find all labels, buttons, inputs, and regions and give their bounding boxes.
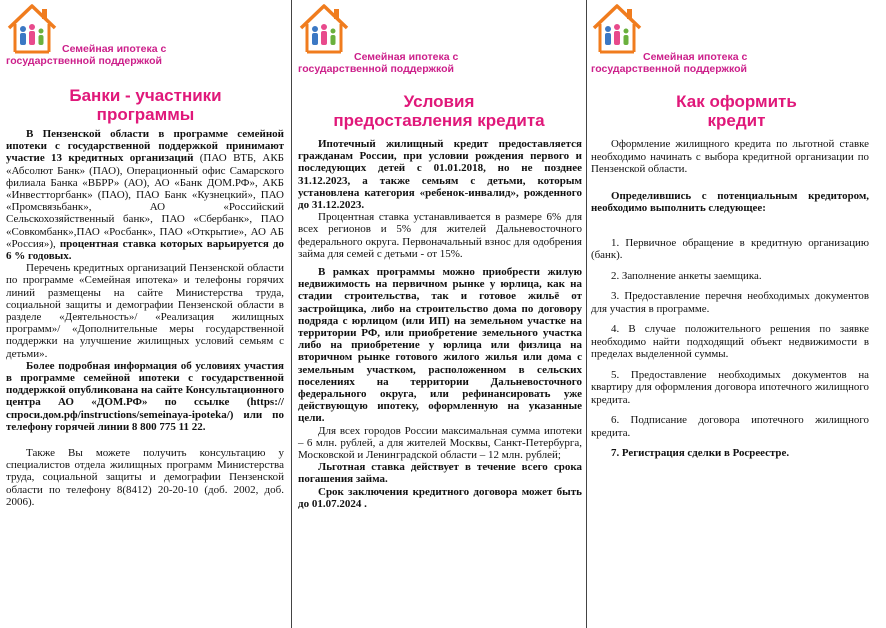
how-lead bbox=[591, 190, 869, 215]
column-conditions bbox=[291, 0, 587, 628]
brand-line2: государственной поддержкой bbox=[6, 55, 162, 67]
column-how-to-apply bbox=[587, 0, 886, 628]
brand-line1: Семейная ипотека с bbox=[354, 51, 459, 63]
brand-line2: государственной поддержкой bbox=[298, 63, 454, 75]
heading-how-to-apply bbox=[587, 92, 886, 130]
conditions-p6-bold: Срок заключения кредитного договора может быть до 01.07.2024 . bbox=[298, 485, 582, 510]
conditions-text bbox=[298, 138, 582, 510]
column-banks bbox=[0, 0, 291, 628]
conditions-p3-bold: В рамках программы можно приобрести жилую недвижимость на первичном рынке у юрлица, как на стадии строительства, так и готовое жильё от застройщика, либо на строительство дома по договору подряда с юрлицом (или ИП) на земельном участке на территории РФ, или приобретение земельного участка либо на приобретение у юрлица или физлица на вторичном рынке готового жилого жилья или дома с земельным участком, расположенном в сельских поселениях на территории Дальневосточного федерального округа, или рефинансировать уже действующую ипотеку, оформленную на указанные цели. bbox=[298, 266, 582, 425]
brand-line1: Семейная ипотека с bbox=[62, 43, 167, 55]
conditions-paragraph-6 bbox=[298, 486, 582, 510]
heading-line1: Банки - участники bbox=[69, 86, 222, 105]
house-family-logo-icon bbox=[591, 2, 643, 54]
banks-paragraph-1 bbox=[6, 128, 284, 262]
conditions-paragraph-1 bbox=[298, 138, 582, 211]
how-step-7 bbox=[591, 447, 869, 460]
how-intro: Оформление жилищного кредита по льготной ставке необходимо начинать с выбора кредитной организации по Пензенской области. bbox=[591, 138, 869, 175]
conditions-paragraph-5 bbox=[298, 461, 582, 485]
banks-p3-bold: Более подробная информация об условиях участия в программе семейной ипотеки с государственной поддержкой опубликована на сайте Консультационного центра АО «ДОМ.РФ» по ссылке (https://спроси.дом.рф/instructions/semeinaya-ipoteka/) или по телефону горячей линии 8 800 775 11 22. bbox=[6, 359, 284, 433]
conditions-p1-bold: Ипотечный жилищный кредит предоставляется гражданам России, при условии рождения первого и последующих детей с 01.01.2018, но не позднее 31.12.2023, а также семьям с детьми, которым установлена категория «ребенок-инвалид», рожденного до 31.12.2023. bbox=[298, 138, 582, 212]
how-lead-bold: Определившись с потенциальным кредитором, необходимо выполнить следующее: bbox=[591, 189, 869, 214]
heading-line2: предоставления кредита bbox=[333, 111, 545, 130]
brand-line2: государственной поддержкой bbox=[591, 63, 747, 75]
house-family-logo-icon bbox=[298, 2, 350, 54]
how-step-2: 2. Заполнение анкеты заемщика. bbox=[611, 269, 762, 282]
how-to-apply-text bbox=[591, 138, 869, 460]
banks-p1-bold2: процентная ставка которых варьируется до 6 % годовых. bbox=[6, 237, 284, 263]
brand-line1: Семейная ипотека с bbox=[643, 51, 748, 63]
banks-text bbox=[6, 128, 284, 508]
heading-conditions bbox=[292, 92, 586, 130]
heading-line1: Условия bbox=[403, 92, 475, 111]
heading-banks bbox=[0, 86, 291, 124]
how-step-1: 1. Первичное обращение в кредитную организацию (банк). bbox=[591, 236, 869, 261]
heading-line1: Как оформить bbox=[676, 92, 797, 111]
conditions-paragraph-2: Процентная ставка устанавливается в размере 6% для всех регионов и 5% для жителей Дальневосточного федерального округа. Первоначальный взнос для одобрения займа для семей с детьми - от 15%. bbox=[298, 211, 582, 260]
banks-p1-bold: В Пензенской области в программе семейной ипотеки с государственной поддержкой принимают участие 13 кредитных организаций bbox=[6, 128, 284, 165]
banks-paragraph-4: Также Вы можете получить консультацию у специалистов отдела жилищных программ Министерства труда, социальной защиты и демографии Пензенской области по телефону 8(8412) 20-20-10 (доб. 2002, доб. 2006). bbox=[6, 447, 284, 508]
banks-paragraph-3 bbox=[6, 360, 284, 433]
how-step-3: 3. Предоставление перечня необходимых документов для участия в программе. bbox=[591, 290, 869, 315]
conditions-paragraph-4: Для всех городов России максимальная сумма ипотеки – 6 млн. рублей, а для жителей Москвы, Санкт-Петербурга, Московской и Ленинградской области – 12 млн. рублей; bbox=[298, 424, 582, 462]
heading-line2: программы bbox=[96, 105, 195, 124]
how-step-7-bold: 7. Регистрация сделки в Росреестре. bbox=[611, 447, 790, 459]
banks-paragraph-2: Перечень кредитных организаций Пензенской области по программе «Семейная ипотека» и телефоны горячих линий размещены на сайте Министерства труда, социальной защиты и демографии Пензенской области в разделе «Деятельность»/ «Реализация жилищных программ»/ «Дополнительные меры государственной поддержки на улучшение жилищных условий семьям с детьми». bbox=[6, 262, 284, 360]
banks-p1-text: (ПАО ВТБ, АКБ «Абсолют Банк» (ПАО), Операционный офис Самарского филиала Банка «ВБРР» (АО), АО «Банк ДОМ.РФ», АКБ «Инвестторгбанк» (ПАО), ПАО Банк «Кузнецкий», ПАО «Промсвязьбанк», АО «Российский Сельскохозяйственный банк», ПАО «Сбербанк», ПАО «Совкомбанк»,ПАО «Росбанк», ПАО «Открытие», АО АБ «Россия»), bbox=[6, 152, 284, 250]
how-step-5: 5. Предоставление необходимых документов на квартиру для оформления договора ипотечного жилищного кредита. bbox=[591, 368, 869, 406]
conditions-p5-bold: Льготная ставка действует в течение всего срока погашения займа. bbox=[298, 461, 582, 486]
conditions-paragraph-3 bbox=[298, 266, 582, 425]
heading-line2: кредит bbox=[707, 111, 766, 130]
house-family-logo-icon bbox=[6, 2, 58, 54]
how-step-4: 4. В случае положительного решения по заявке необходимо найти подходящий объект недвижимости в пределах выделенной суммы. bbox=[591, 323, 869, 360]
how-step-6: 6. Подписание договора ипотечного жилищного кредита. bbox=[591, 414, 869, 439]
